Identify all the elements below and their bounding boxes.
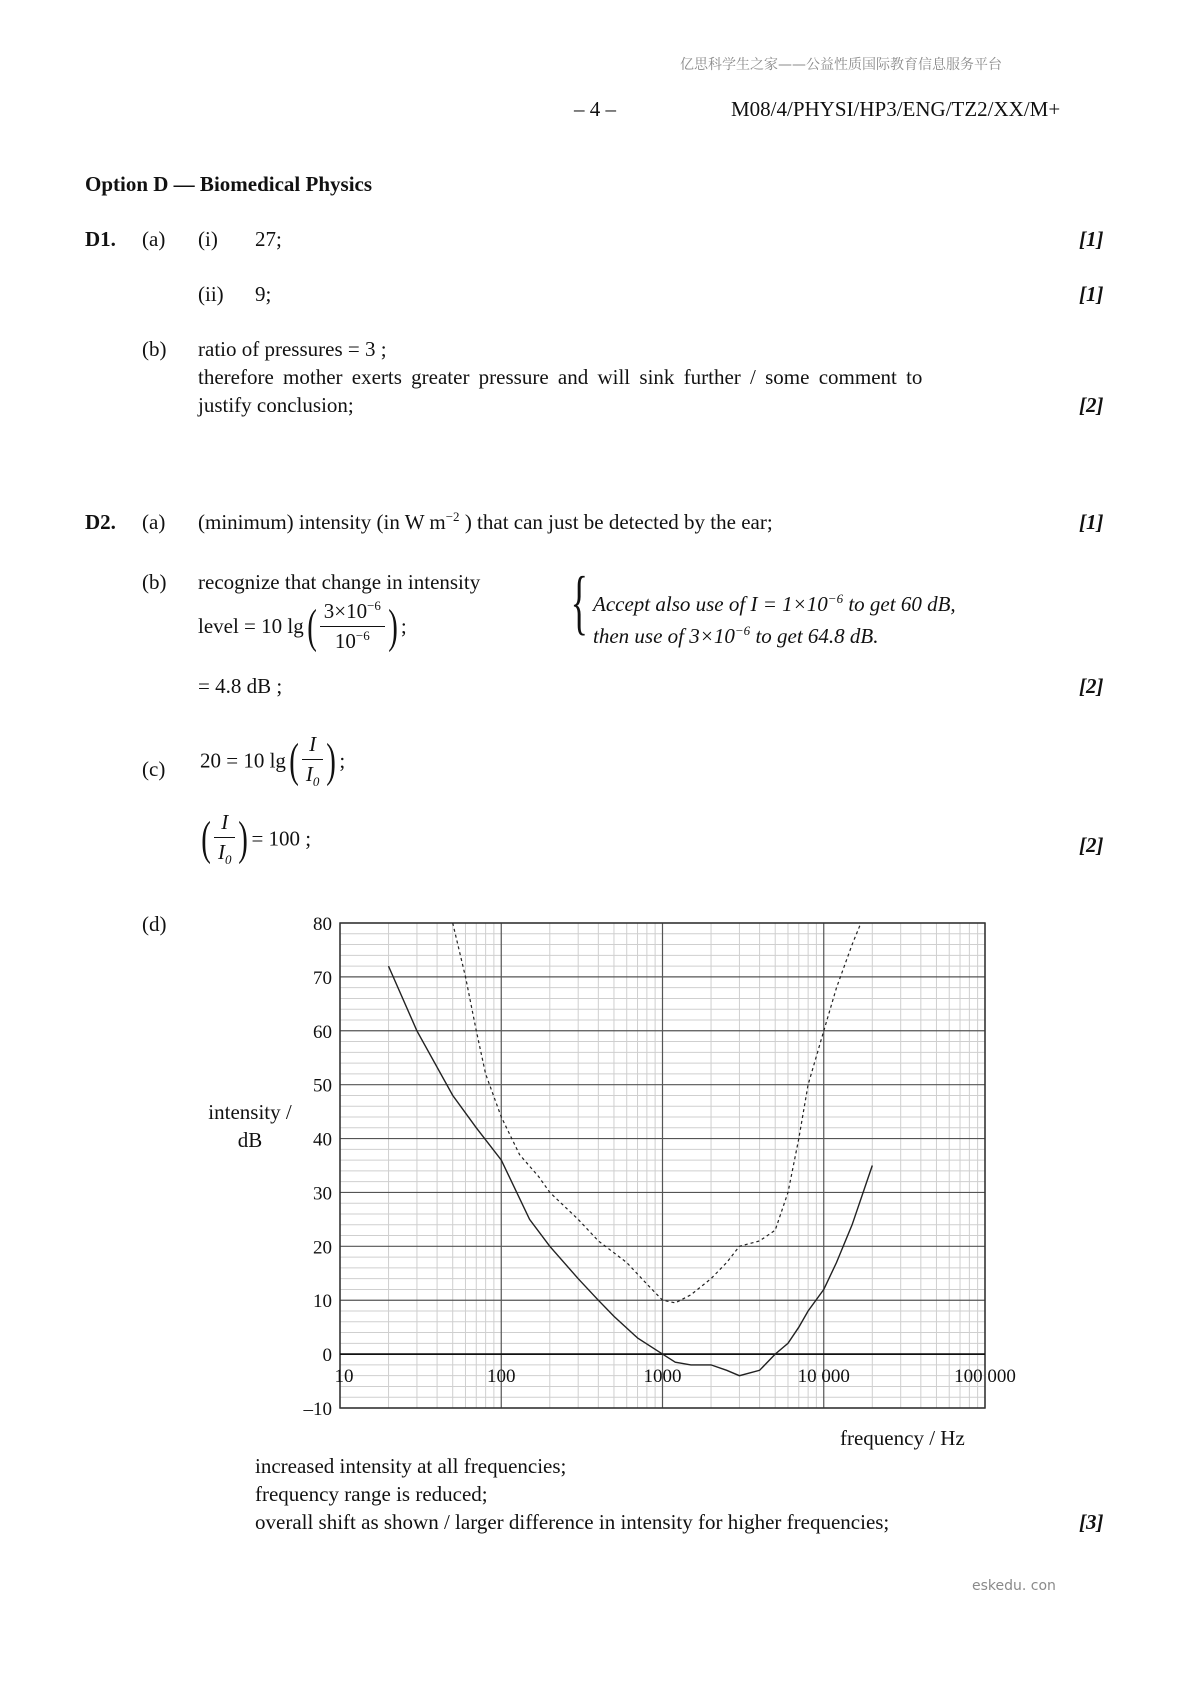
series-line-solid [389, 966, 873, 1376]
y-tick-label: 10 [313, 1291, 332, 1313]
d2-c-mark: [2] [1079, 833, 1104, 857]
d2-d-line2: frequency range is reduced; [255, 1482, 488, 1506]
watermark-top: 亿思科学生之家——公益性质国际教育信息服务平台 [680, 57, 1002, 73]
d2-b-mark: [2] [1079, 674, 1104, 698]
y-tick-label: 60 [313, 1021, 332, 1043]
d2-c-num: I [302, 732, 324, 760]
right-paren-glyph: ) [238, 812, 249, 866]
d2-c-line1-left: 20 = 10 lg [200, 748, 286, 773]
y-tick-label: –10 [303, 1399, 332, 1420]
d2-b-accept-1sup: −6 [827, 591, 844, 606]
x-tick-label: 10 000 [797, 1366, 850, 1388]
y-tick-label: 70 [313, 967, 332, 989]
page-number: – 4 – [574, 97, 616, 121]
d1-part-b-label: (b) [142, 337, 167, 361]
d2-a-answer [198, 510, 773, 535]
d2-c2-num: I [214, 810, 236, 838]
right-paren-glyph: ) [326, 734, 337, 788]
d2-b-accept-2a: then use of 3×10 [593, 624, 735, 648]
d2-b-num: 3×10 [323, 599, 368, 623]
y-tick-label: 0 [322, 1345, 332, 1367]
d2-b-accept-1b: to get 60 dB, [843, 592, 956, 616]
x-tick-label: 100 [487, 1366, 516, 1388]
y-tick-label: 30 [313, 1183, 332, 1205]
d2-b-fraction [320, 599, 385, 654]
d1-a-ii-label: (ii) [198, 282, 224, 306]
brace-glyph: { [570, 562, 588, 642]
question-label-d2: D2. [85, 510, 116, 534]
chart-xlabel: frequency / Hz [840, 1426, 965, 1450]
d2-c-fraction-2 [214, 810, 236, 868]
d1-part-a-label: (a) [142, 227, 166, 251]
left-paren-glyph: ( [306, 599, 317, 653]
d2-c-den: I [305, 762, 313, 786]
d1-b-line3: justify conclusion; [198, 393, 354, 417]
d2-c-fraction [302, 732, 324, 790]
d1-a-ii-mark: [1] [1079, 282, 1104, 306]
d2-c-den-sub: 0 [312, 774, 320, 790]
d2-part-b-label: (b) [142, 570, 167, 594]
x-tick-label: 10 [334, 1366, 354, 1388]
x-tick-label: 1000 [643, 1366, 682, 1388]
d2-b-num-sup: −6 [367, 598, 381, 613]
plot-frame [340, 923, 985, 1408]
d2-part-d-label: (d) [142, 912, 167, 936]
left-paren-glyph: ( [201, 812, 211, 866]
y-tick-label: 20 [313, 1237, 332, 1259]
d2-c2-den: I [217, 840, 225, 864]
d2-b-accept-2b: to get 64.8 dB. [750, 624, 879, 648]
d2-b-semi: ; [400, 614, 407, 638]
d2-part-a-label: (a) [142, 510, 166, 534]
d2-b-level-expression [198, 599, 407, 654]
d1-a-i-mark: [1] [1079, 227, 1104, 251]
d2-a-text-sup: −2 [445, 509, 460, 524]
d2-c-line2-right: = 100 ; [251, 826, 312, 851]
chart-ylabel: intensity / dB [208, 1100, 292, 1152]
left-paren-glyph: ( [289, 734, 299, 788]
series-line-dashed [453, 923, 861, 1303]
exam-code: M08/4/PHYSI/HP3/ENG/TZ2/XX/M+ [731, 97, 1061, 121]
d2-b-line1: recognize that change in intensity [198, 570, 481, 594]
d1-a-i-answer: 27; [255, 227, 282, 251]
d1-a-i-label: (i) [198, 227, 218, 251]
right-paren-glyph: ) [388, 599, 398, 653]
d2-a-mark: [1] [1079, 510, 1104, 534]
d2-b-accept-1a: Accept also use of I = 1×10 [593, 592, 828, 616]
d1-a-ii-answer: 9; [255, 282, 272, 306]
y-tick-label: 50 [313, 1075, 332, 1097]
d2-d-mark: [3] [1079, 1510, 1104, 1534]
d2-b-den-sup: −6 [355, 628, 370, 643]
d2-c-line2 [198, 810, 311, 868]
y-tick-label: 40 [313, 1129, 332, 1151]
d2-c-semi: ; [339, 748, 346, 773]
x-tick-label: 100 000 [954, 1366, 1016, 1388]
d1-b-line2: therefore mother exerts greater pressure and will sink further / some comment to [198, 365, 923, 389]
d1-b-mark: [2] [1079, 393, 1104, 417]
d2-b-result: = 4.8 dB ; [198, 674, 283, 698]
d2-b-accept-line2 [593, 624, 879, 649]
d2-a-text-2: ) that can just be detected by the ear; [459, 510, 773, 534]
d2-b-level: level = 10 lg [198, 614, 304, 638]
section-title: Option D — Biomedical Physics [85, 172, 373, 196]
question-label-d1: D1. [85, 227, 116, 251]
d2-part-c-label: (c) [142, 757, 166, 781]
d2-a-text-1: (minimum) intensity (in W m [198, 510, 446, 534]
y-tick-label: 80 [313, 914, 332, 935]
d2-b-den: 10 [334, 629, 356, 653]
d2-c2-den-sub: 0 [224, 852, 232, 868]
d2-c-line1 [200, 732, 345, 790]
d2-d-line3: overall shift as shown / larger difference in intensity for higher frequencies; [255, 1510, 890, 1534]
watermark-bottom: eskedu. con [972, 1578, 1056, 1594]
d2-d-line1: increased intensity at all frequencies; [255, 1454, 567, 1478]
d2-b-accept-2sup: −6 [734, 623, 751, 638]
d2-b-accept-line1 [593, 592, 956, 617]
d1-b-line1: ratio of pressures = 3 ; [198, 337, 387, 361]
